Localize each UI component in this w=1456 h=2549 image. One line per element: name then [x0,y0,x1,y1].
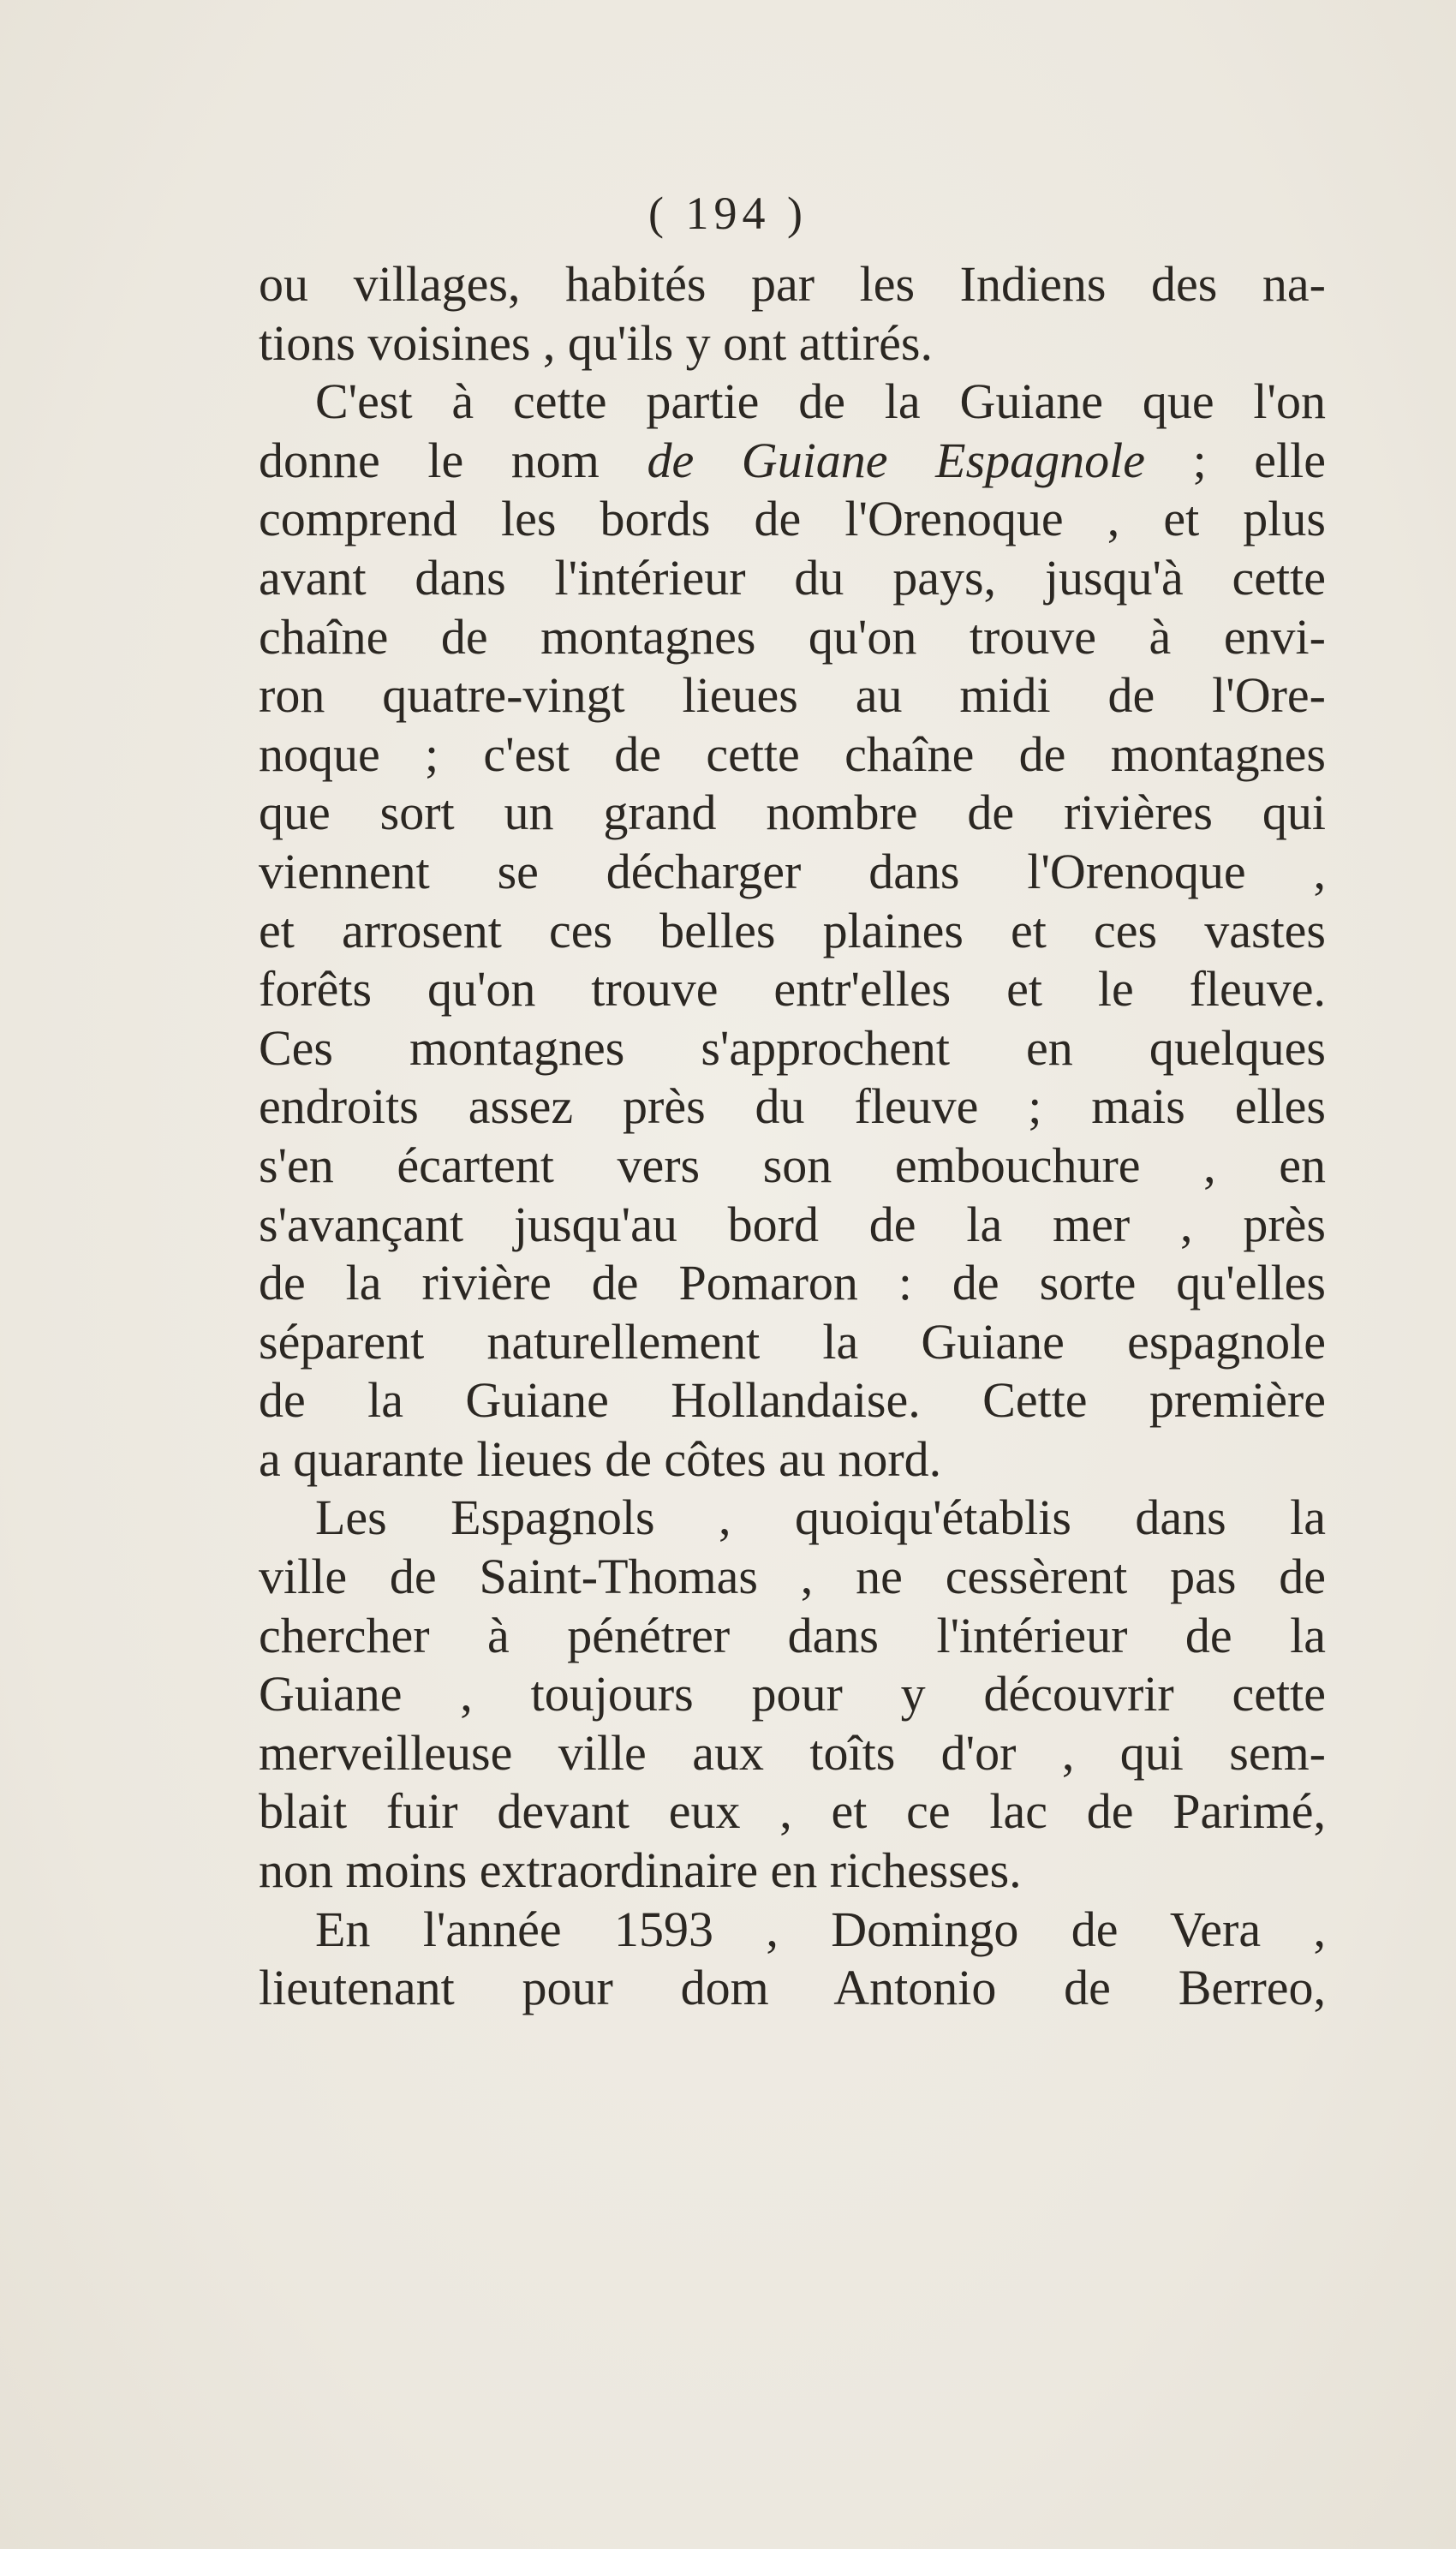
text-segment: donne le nom [259,432,647,488]
text-line: s'en écartent vers son embouchure , en [259,1137,1326,1193]
text-line: forêts qu'on trouve entr'elles et le fleuve. [259,961,1326,1018]
text-line: blait fuir devant eux , et ce lac de Parimé, [259,1783,1326,1840]
text-line: chaîne de montagnes qu'on trouve à envi- [259,608,1326,665]
text-line: endroits assez près du fleuve ; mais elles [259,1078,1326,1135]
text-line: ron quatre-vingt lieues au midi de l'Ore- [259,667,1326,724]
text-line: ou villages, habités par les Indiens des na- [259,256,1326,312]
text-line: de la Guiane Hollandaise. Cette première [259,1372,1326,1429]
text-line: de la rivière de Pomaron : de sorte qu'elles [259,1255,1326,1311]
text-line: s'avançant jusqu'au bord de la mer , près [259,1196,1326,1252]
text-line: tions voisines , qu'ils y ont attirés. [259,314,933,371]
text-line: merveilleuse ville aux toîts d'or , qui sem- [259,1724,1326,1781]
text-line: lieutenant pour dom Antonio de Berreo, [259,1960,1326,2016]
text-line: viennent se décharger dans l'Orenoque , [259,843,1326,899]
text-line: séparent naturellement la Guiane espagnole [259,1313,1326,1370]
text-line: ville de Saint-Thomas , ne cessèrent pas de [259,1549,1326,1605]
text-line: noque ; c'est de cette chaîne de montagnes [259,725,1326,782]
text-line: que sort un grand nombre de rivières qui [259,785,1326,841]
text-line: avant dans l'intérieur du pays, jusqu'à cette [259,549,1326,606]
text-line: et arrosent ces belles plaines et ces vastes [259,902,1326,958]
text-line: C'est à cette partie de la Guiane que l'on [315,373,1326,430]
text-line: a quarante lieues de côtes au nord. [259,1430,942,1487]
text-line: Guiane , toujours pour y découvrir cette [259,1666,1326,1722]
text-line: Les Espagnols , quoiqu'établis dans la [315,1489,1326,1546]
text-line: non moins extraordinaire en richesses. [259,1842,1022,1899]
text-line: Ces montagnes s'approchent en quelques [259,1019,1326,1076]
page-number: ( 194 ) [648,188,808,239]
text-segment: ; elle [1145,432,1326,488]
text-line [259,432,1326,491]
text-line: En l'année 1593 , Domingo de Vera , [315,1901,1326,1957]
body-text [259,255,1326,2018]
text-line: chercher à pénétrer dans l'intérieur de la [259,1607,1326,1663]
italic-term: de Guiane Espagnole [647,432,1145,488]
text-line: comprend les bords de l'Orenoque , et plus [259,491,1326,547]
